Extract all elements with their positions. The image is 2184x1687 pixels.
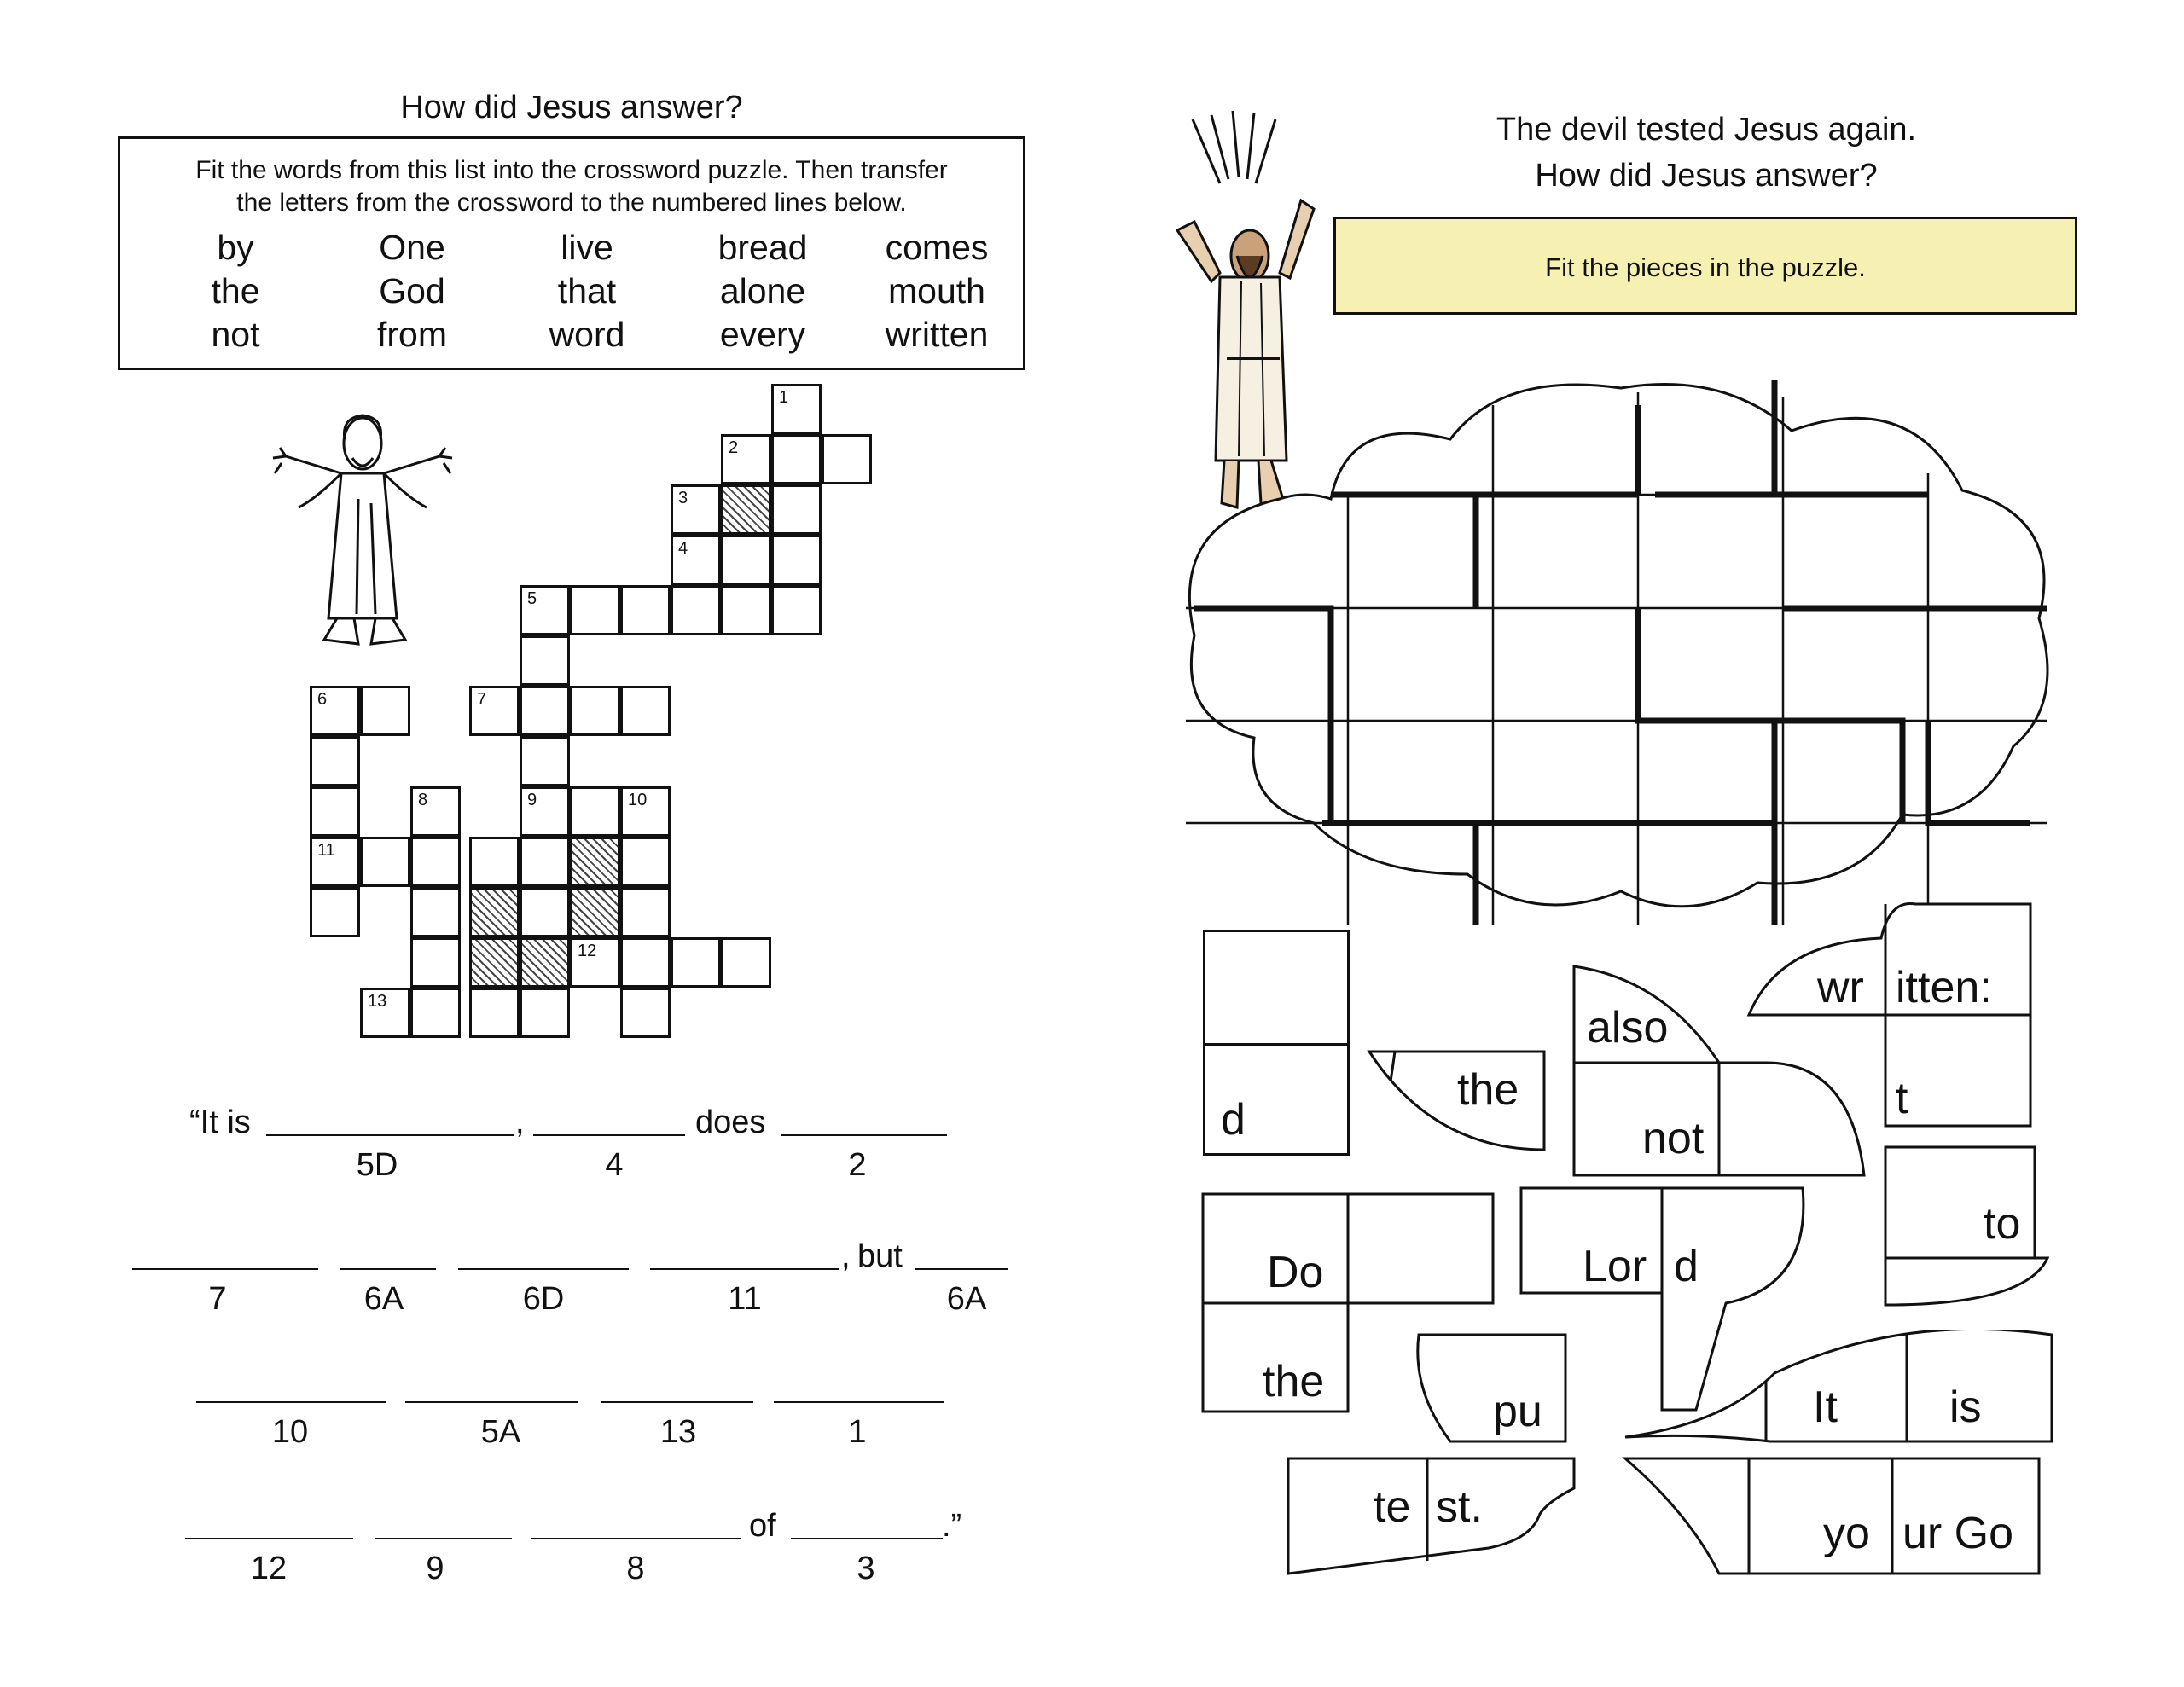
word-comes: comes xyxy=(885,228,989,267)
puzzle-piece[interactable]: d xyxy=(1203,930,1350,1156)
word-alone: alone xyxy=(719,271,806,310)
piece-text: Lor xyxy=(1583,1242,1647,1291)
word-by: by xyxy=(217,228,254,267)
answer-line[interactable] xyxy=(340,1268,436,1270)
word-the: the xyxy=(211,271,260,310)
puzzle-piece[interactable] xyxy=(1745,900,2035,1130)
quote-comma-2: , xyxy=(841,1238,851,1274)
crossword-cell[interactable] xyxy=(520,736,570,786)
quote-close: .” xyxy=(942,1508,962,1544)
answer-line[interactable] xyxy=(132,1268,318,1270)
line-label: 8 xyxy=(626,1551,645,1586)
line-label: 10 xyxy=(271,1414,309,1450)
line-label: 1 xyxy=(848,1414,867,1450)
word-word: word xyxy=(549,315,625,354)
answer-line[interactable] xyxy=(650,1268,839,1270)
crossword-cell[interactable] xyxy=(771,585,822,635)
piece-text: not xyxy=(1642,1114,1705,1163)
crossword-cell[interactable] xyxy=(771,535,822,585)
crossword-cell[interactable] xyxy=(520,686,570,736)
answer-line[interactable] xyxy=(375,1538,512,1539)
crossword-cell[interactable] xyxy=(310,887,360,937)
crossword-cell[interactable]: 13 xyxy=(360,988,410,1038)
crossword-cell[interactable] xyxy=(620,988,671,1038)
crossword-shaded-cell xyxy=(469,937,520,988)
piece-text: yo xyxy=(1823,1509,1870,1558)
line-label: 5D xyxy=(356,1147,398,1183)
crossword-cell[interactable] xyxy=(620,585,671,635)
piece-text: Do xyxy=(1267,1248,1324,1297)
crossword-cell[interactable] xyxy=(360,837,410,887)
answer-line[interactable] xyxy=(774,1401,944,1403)
line-label: 2 xyxy=(848,1147,867,1183)
instruction-line-1: Fit the words from this list into the crossword puzzle. Then transfer xyxy=(195,156,948,184)
answer-line[interactable] xyxy=(601,1401,753,1403)
crossword-cell[interactable]: 12 xyxy=(570,937,620,988)
crossword-cell[interactable] xyxy=(570,786,620,837)
crossword-cell[interactable] xyxy=(620,937,671,988)
line-label: 11 xyxy=(728,1281,762,1317)
crossword-cell[interactable] xyxy=(671,585,721,635)
crossword-cell[interactable]: 1 xyxy=(771,384,822,434)
crossword-cell[interactable] xyxy=(822,434,872,484)
crossword-cell[interactable] xyxy=(410,887,461,937)
crossword-cell[interactable]: 9 xyxy=(520,786,570,837)
piece-text: d xyxy=(1674,1242,1699,1291)
word-written: written xyxy=(885,315,989,354)
crossword-cell[interactable]: 10 xyxy=(620,786,671,837)
word-bread: bread xyxy=(717,228,808,267)
crossword-cell[interactable] xyxy=(469,988,520,1038)
word-that: that xyxy=(557,271,617,310)
answer-line[interactable] xyxy=(266,1134,514,1136)
line-label: 4 xyxy=(605,1147,624,1183)
crossword-cell[interactable] xyxy=(620,837,671,887)
crossword-cell[interactable] xyxy=(310,736,360,786)
word-one: One xyxy=(379,228,445,267)
piece-text: also xyxy=(1587,1003,1669,1052)
crossword-cell[interactable]: 4 xyxy=(671,535,721,585)
puzzle-piece[interactable] xyxy=(1412,1330,1570,1446)
crossword-cell[interactable] xyxy=(520,887,570,937)
answer-line[interactable] xyxy=(915,1268,1008,1270)
piece-text: ur Go xyxy=(1902,1509,2014,1558)
quote-but: but xyxy=(857,1238,903,1274)
line-label: 6D xyxy=(522,1281,565,1317)
crossword-cell[interactable] xyxy=(620,887,671,937)
piece-text: the xyxy=(1263,1357,1325,1406)
quote-of: of xyxy=(749,1508,776,1544)
quote-comma: , xyxy=(515,1104,525,1140)
line-label: 3 xyxy=(857,1551,875,1586)
answer-line[interactable] xyxy=(791,1538,943,1539)
instruction-text: Fit the pieces in the puzzle. xyxy=(1545,252,1866,282)
crossword-cell[interactable] xyxy=(410,988,461,1038)
quote-does: does xyxy=(695,1104,766,1140)
crossword-cell[interactable] xyxy=(410,837,461,887)
instruction-line-2: the letters from the crossword to the numbered lines below. xyxy=(236,188,907,217)
crossword-cell[interactable] xyxy=(360,686,410,736)
instruction-banner xyxy=(1333,217,2077,315)
piece-text: pu xyxy=(1493,1387,1542,1436)
crossword-cell[interactable]: 2 xyxy=(721,434,771,484)
line-label: 7 xyxy=(208,1281,227,1317)
answer-line[interactable] xyxy=(533,1134,685,1136)
crossword-cell[interactable] xyxy=(310,786,360,837)
puzzle-piece[interactable] xyxy=(1881,1143,2052,1309)
crossword-shaded-cell xyxy=(570,837,620,887)
line-label: 6A xyxy=(946,1281,987,1317)
right-page-title-line-1: The devil tested Jesus again. xyxy=(1496,112,1917,148)
crossword-cell[interactable] xyxy=(410,937,461,988)
word-every: every xyxy=(719,315,806,354)
crossword-cell[interactable]: 7 xyxy=(469,686,520,736)
crossword-cell[interactable]: 5 xyxy=(520,585,570,635)
crossword-cell[interactable] xyxy=(520,837,570,887)
puzzle-piece[interactable] xyxy=(1284,1454,1578,1578)
piece-text: is xyxy=(1949,1383,1982,1432)
word-not: not xyxy=(211,315,260,354)
word-mouth: mouth xyxy=(888,271,985,310)
line-label: 6A xyxy=(363,1281,404,1317)
left-page-title: How did Jesus answer? xyxy=(400,90,743,125)
crossword-shaded-cell xyxy=(520,937,570,988)
crossword-cell[interactable] xyxy=(721,937,771,988)
quote-open: “It is xyxy=(189,1104,251,1140)
piece-text: It xyxy=(1813,1383,1838,1432)
crossword-cell[interactable]: 8 xyxy=(410,786,461,837)
crossword-cell[interactable] xyxy=(620,686,671,736)
crossword-cell[interactable] xyxy=(520,635,570,686)
answer-line[interactable] xyxy=(405,1401,578,1403)
crossword-cell[interactable]: 11 xyxy=(310,837,360,887)
answer-line[interactable] xyxy=(531,1538,741,1539)
crossword-cell[interactable] xyxy=(721,535,771,585)
piece-text: te xyxy=(1374,1482,1411,1532)
crossword-cell[interactable] xyxy=(469,837,520,887)
word-from: from xyxy=(377,315,447,354)
right-page-title-line-2: How did Jesus answer? xyxy=(1535,158,1878,194)
word-list-box xyxy=(118,136,1025,370)
crossword-cell[interactable] xyxy=(771,484,822,535)
jesus-arms-open-illustration xyxy=(256,405,469,665)
answer-line[interactable] xyxy=(196,1401,386,1403)
line-label: 9 xyxy=(426,1551,444,1586)
piece-text: to xyxy=(1984,1199,2021,1249)
piece-text: itten: xyxy=(1896,963,1992,1012)
crossword-cell[interactable] xyxy=(520,988,570,1038)
crossword-shaded-cell xyxy=(721,484,771,535)
crossword-cell[interactable] xyxy=(570,585,620,635)
line-label: 12 xyxy=(250,1551,288,1586)
cloud-puzzle-board xyxy=(1177,380,2056,934)
crossword-shaded-cell xyxy=(469,887,520,937)
crossword-cell[interactable] xyxy=(570,686,620,736)
word-god: God xyxy=(379,271,445,310)
crossword-cell[interactable] xyxy=(671,937,721,988)
line-label: 13 xyxy=(659,1414,697,1450)
crossword-cell[interactable] xyxy=(771,434,822,484)
crossword-cell[interactable]: 6 xyxy=(310,686,360,736)
line-label: 5A xyxy=(480,1414,521,1450)
piece-text: the xyxy=(1457,1065,1519,1115)
puzzle-piece[interactable] xyxy=(1621,1330,2056,1446)
answer-line[interactable] xyxy=(458,1268,629,1270)
crossword-shaded-cell xyxy=(570,887,620,937)
answer-line[interactable] xyxy=(781,1134,947,1136)
piece-text: t xyxy=(1896,1074,1908,1123)
crossword-cell[interactable] xyxy=(721,585,771,635)
answer-line[interactable] xyxy=(185,1538,353,1539)
crossword-cell[interactable]: 3 xyxy=(671,484,721,535)
piece-text: st. xyxy=(1436,1482,1483,1532)
piece-text: wr xyxy=(1817,963,1864,1012)
word-live: live xyxy=(561,228,613,267)
